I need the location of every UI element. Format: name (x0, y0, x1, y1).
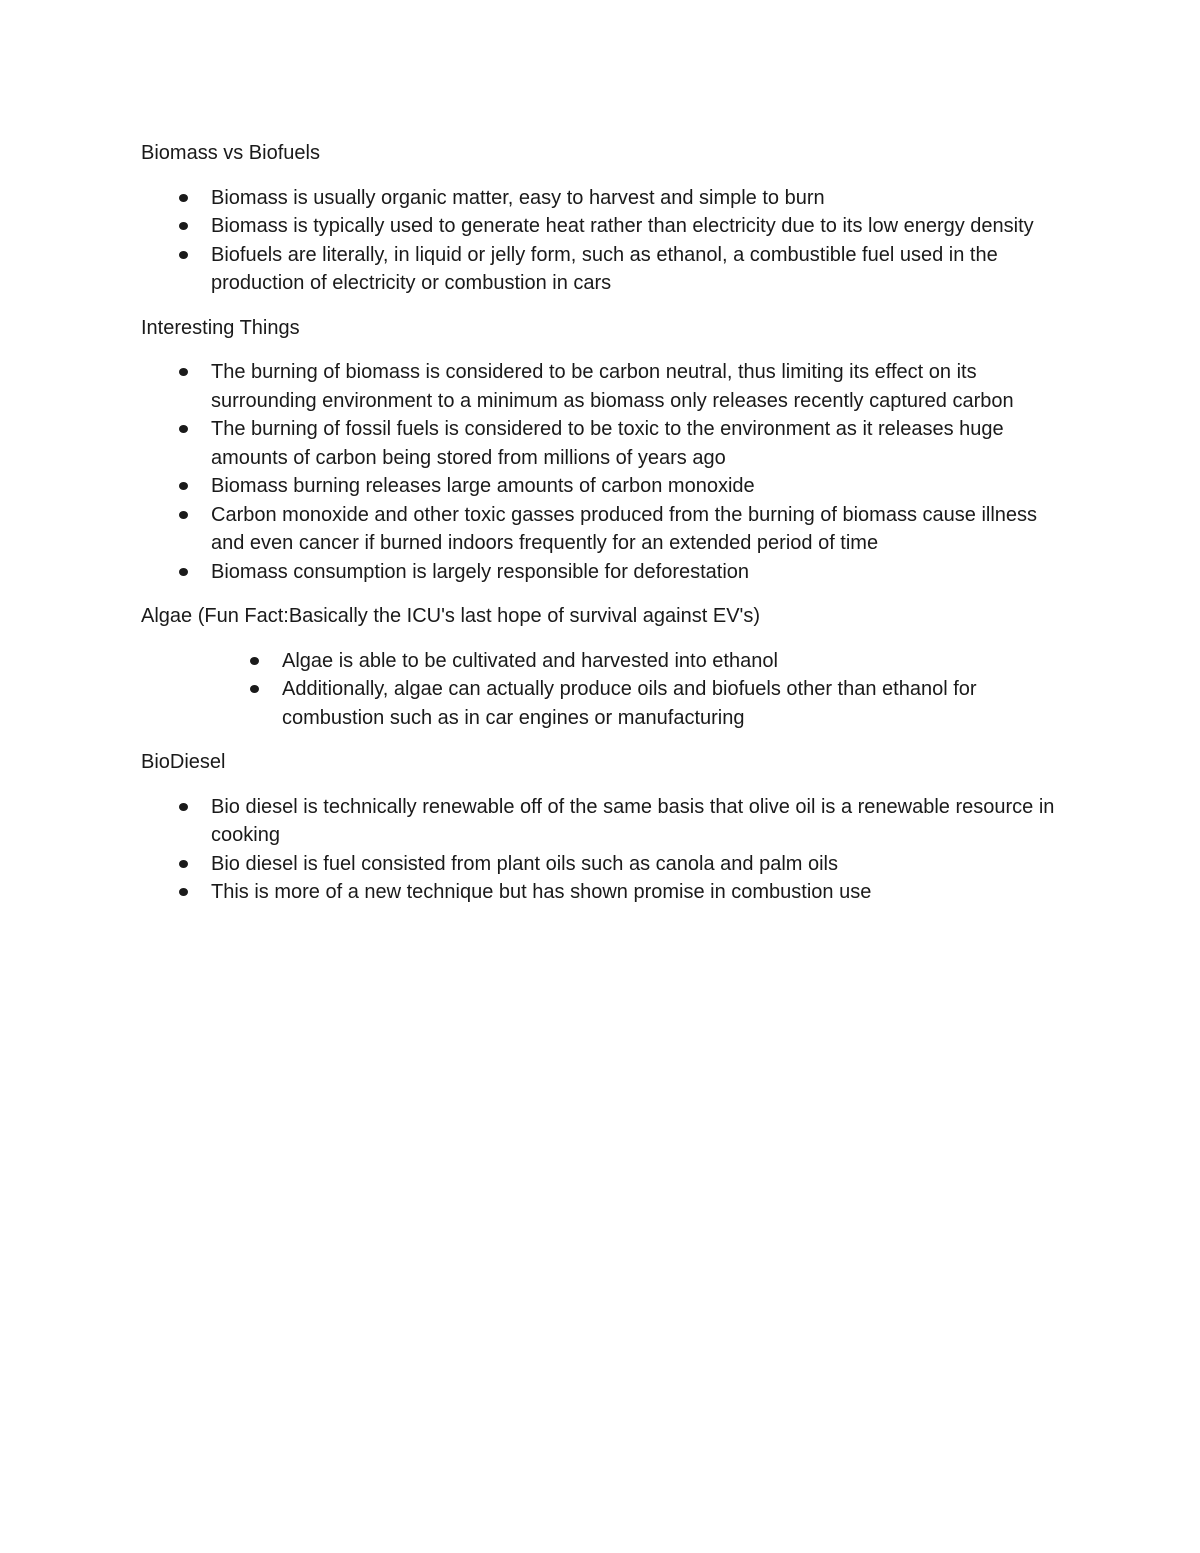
section-heading: BioDiesel (141, 751, 226, 773)
bullet-icon (179, 425, 188, 433)
list-item (141, 878, 1061, 907)
list-item-text: Biomass is typically used to generate heat rather than electricity due to its low energy density (211, 215, 1034, 237)
bullet-list (141, 358, 1061, 586)
document-page (141, 139, 1061, 923)
list-item (141, 241, 1061, 298)
list-item-text: Carbon monoxide and other toxic gasses produced from the burning of biomass cause illness and even cancer if burned indoors frequently for an extended period of time (211, 503, 1038, 554)
section-interesting-things (141, 314, 1061, 587)
bullet-icon (179, 251, 188, 259)
bullet-icon (179, 860, 188, 868)
list-item-text: The burning of fossil fuels is considered to be toxic to the environment as it releases huge amounts of carbon being stored from millions of years ago (211, 418, 1004, 469)
list-item-text: Additionally, algae can actually produce oils and biofuels other than ethanol for combustion such as in car engines or manufacturing (282, 678, 977, 729)
list-item (141, 793, 1061, 850)
bullet-icon (250, 657, 259, 665)
bullet-icon (179, 511, 188, 519)
list-item (141, 358, 1061, 415)
list-item-text: Biomass is usually organic matter, easy to harvest and simple to burn (211, 186, 825, 209)
list-item (141, 675, 1061, 732)
bullet-icon (250, 685, 259, 693)
bullet-icon (179, 482, 188, 490)
list-item-text: Bio diesel is technically renewable off of the same basis that olive oil is a renewable resource in cooking (211, 795, 1055, 846)
list-item-text: Bio diesel is fuel consisted from plant oils such as canola and palm oils (211, 852, 838, 875)
bullet-list (141, 793, 1061, 907)
list-item (141, 184, 1061, 213)
list-item (141, 212, 1061, 241)
section-heading: Interesting Things (141, 316, 300, 339)
list-item-text: Biomass burning releases large amounts of carbon monoxide (211, 475, 755, 497)
list-item-text: This is more of a new technique but has shown promise in combustion use (211, 881, 872, 903)
list-item (141, 501, 1061, 558)
bullet-icon (179, 803, 188, 811)
section-algae (141, 602, 1061, 732)
list-item-text: The burning of biomass is considered to be carbon neutral, thus limiting its effect on its surrounding environment to a minimum as biomass only releases recently captured carbon (211, 361, 1014, 412)
bullet-icon (179, 194, 188, 202)
list-item (141, 647, 1061, 676)
bullet-list (141, 184, 1061, 298)
bullet-icon (179, 568, 188, 576)
section-heading: Algae (Fun Fact:Basically the ICU's last hope of survival against EV's) (141, 605, 761, 627)
bullet-icon (179, 888, 188, 896)
list-item (141, 558, 1061, 587)
bullet-icon (179, 368, 188, 376)
list-item-text: Biofuels are literally, in liquid or jelly form, such as ethanol, a combustible fuel used in the production of electricity or combustion in cars (211, 243, 998, 294)
list-item (141, 472, 1061, 501)
list-item-text: Biomass consumption is largely responsible for deforestation (211, 560, 750, 583)
section-biodiesel (141, 748, 1061, 907)
bullet-list (141, 647, 1061, 733)
section-heading: Biomass vs Biofuels (141, 142, 320, 164)
list-item-text: Algae is able to be cultivated and harvested into ethanol (282, 649, 778, 672)
list-item (141, 850, 1061, 879)
bullet-icon (179, 222, 188, 230)
list-item (141, 415, 1061, 472)
section-biomass-vs-biofuels (141, 139, 1061, 298)
